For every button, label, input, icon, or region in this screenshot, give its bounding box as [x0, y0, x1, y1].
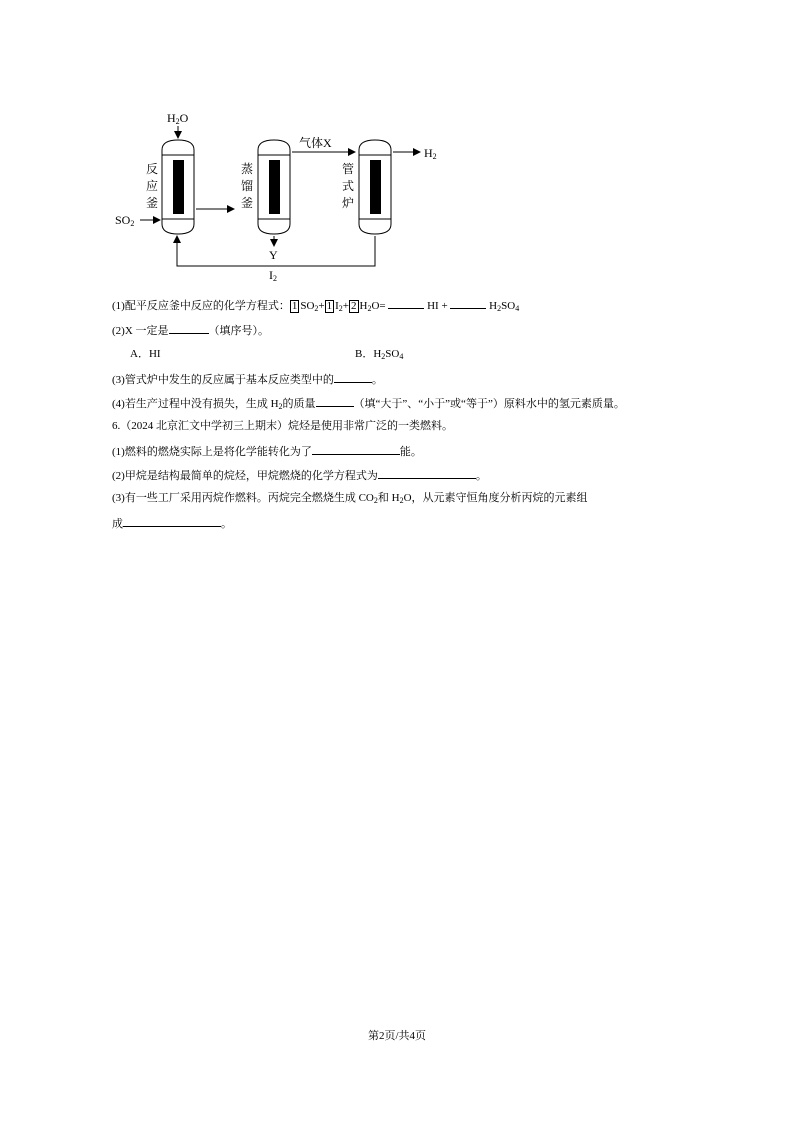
so2-label: $SO_2$: [115, 213, 135, 228]
question-4: (4)若生产过程中没有损失，生成 $H_2$的质量 （填“大于”、“小于”或“等于”）原料水中的氢元素质量。: [112, 395, 625, 411]
question-2: (2)X 一定是 （填序号）。: [112, 322, 269, 338]
answer-blank[interactable]: [169, 322, 209, 334]
flow-diagram-graphics: [0, 0, 794, 290]
question-2-option-b: B．$H_2SO_4$: [355, 348, 404, 361]
answer-blank[interactable]: [378, 467, 476, 479]
question-2-option-a: A．HI: [130, 348, 161, 360]
section-6-question-3-continued: 成 。: [112, 515, 232, 531]
y-label: Y: [269, 248, 278, 262]
section-6-question-3: (3)有一些工厂采用丙烷作燃料。丙烷完全燃烧生成 $CO_2$和 $H_2O$，从元素守恒角度分析丙烷的元素组: [112, 492, 588, 505]
process-flow-diagram: [0, 0, 794, 290]
reactor-label: 反 应 釜: [145, 162, 158, 210]
answer-blank[interactable]: [334, 371, 372, 383]
h2-label: $H_2$: [424, 146, 437, 161]
coefficient-box: 2: [351, 300, 357, 312]
section-6-question-2: (2)甲烷是结构最简单的烷烃，甲烷燃烧的化学方程式为 。: [112, 467, 487, 483]
reactor-vessel: [162, 140, 194, 234]
coefficient-box: 1: [291, 300, 298, 312]
coefficient-box: 1: [326, 300, 333, 312]
answer-blank[interactable]: [312, 443, 400, 455]
distillation-label: 蒸 馏 釜: [240, 162, 253, 210]
section-6-heading: 6.（2024 北京汇文中学初三上期末）烷烃是使用非常广泛的一类燃料。: [112, 420, 453, 432]
answer-blank[interactable]: [388, 297, 424, 309]
answer-blank[interactable]: [316, 395, 354, 407]
answer-blank[interactable]: [123, 515, 221, 527]
answer-blank[interactable]: [450, 297, 486, 309]
page-number: 第2页/共4页: [367, 1030, 427, 1042]
tube-furnace-vessel: [359, 140, 391, 234]
furnace-label: 管 式 炉: [341, 162, 354, 210]
gas-x-label: 气体X: [299, 136, 332, 150]
question-1: (1)配平反应釜中反应的化学方程式： 1 $SO_2+ 1$ $I_2+ 2$ $H_2O=$ HI + $H_2SO_4$: [112, 297, 519, 313]
water-label: $H_2O$: [167, 111, 189, 126]
distillation-vessel: [258, 140, 290, 234]
section-6-question-1: (1)燃料的燃烧实际上是将化学能转化为了 能。: [112, 443, 422, 459]
question-3: (3)管式炉中发生的反应属于基本反应类型中的 。: [112, 371, 383, 387]
i2-label: $I_2$: [269, 268, 277, 283]
